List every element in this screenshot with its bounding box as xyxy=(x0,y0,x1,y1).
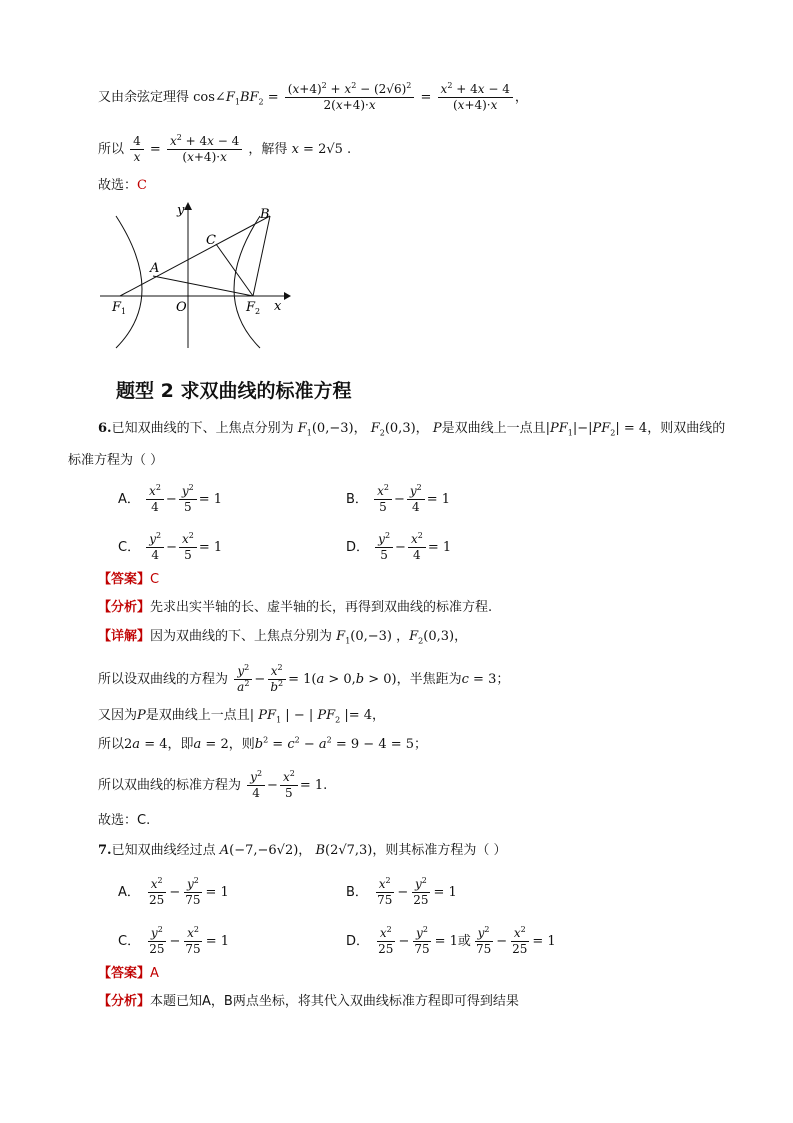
q6-detail-line1: 【详解】因为双曲线的下、上焦点分别为 $F_1(0,-3)$ ，$F_2(0,3)$， xyxy=(98,629,468,646)
line-b-f2 xyxy=(253,216,270,296)
q7-stem: 7.已知双曲线经过点 A(−7,−6√2)， B(2√7,3)，则其标准方程为（ ） xyxy=(98,843,507,858)
q6-stem-line2: 标准方程为（ ） xyxy=(68,453,164,468)
label-o: O xyxy=(176,300,187,315)
line-a-f2 xyxy=(153,276,253,296)
q7-option-d: D． $\frac{x^2}{25}$ − $\frac{y^2}{75}$ = 1或 $\frac{y^2}{75}$ − $\frac{x^2}{25}$ = 1 xyxy=(346,925,556,956)
q7-option-b: B． $\frac{x^2}{75}$ − $\frac{y^2}{25}$ = 1 xyxy=(346,876,457,907)
q7-answer: A xyxy=(150,966,159,981)
label-a: A xyxy=(150,261,160,276)
so-text: 所以 xyxy=(98,142,125,157)
option-a-label: A． xyxy=(118,492,140,507)
q7-option-d-label: D． xyxy=(346,934,370,949)
q6-detail-3a: 又因为 xyxy=(98,708,138,723)
q6-detail-4b: ，即 xyxy=(167,737,194,752)
q6-stem-b: 是双曲线上一点且 xyxy=(441,421,546,436)
q7-option-a-label: A． xyxy=(118,885,140,900)
label-c: C xyxy=(206,233,216,248)
q7-answer-line xyxy=(98,965,159,983)
q7-option-b-label: B． xyxy=(346,885,368,900)
q6-detail-line2: 所以设双曲线的方程为 $\frac{y^2}{a^2}$ − $\frac{x^2}{b^2}$ = 1(a > 0,b > 0)，半焦距为c = 3； xyxy=(98,663,510,694)
lhs-fraction: $\frac{4}{x}$ xyxy=(130,134,144,165)
cos-label: $\cos\angle F_1BF_2$ = xyxy=(193,90,279,107)
option-d-label: D． xyxy=(346,540,370,555)
hyperbola-figure xyxy=(98,198,298,353)
solve-text: ，解得 xyxy=(248,142,288,157)
q7-point-b: B(2√7,3) xyxy=(315,843,373,858)
cos-fraction-2: $\frac{x^2 + 4x - 4}{(x+4)\cdot x}$ xyxy=(438,82,513,113)
x-arrow xyxy=(284,292,291,300)
q7-option-a: A． $\frac{x^2}{25}$ − $\frac{y^2}{75}$ = 1 xyxy=(118,876,229,907)
q7-point-a: A(−7,−6√2) xyxy=(219,843,299,858)
left-branch xyxy=(116,216,142,348)
section-title: 题型 2 求双曲线的标准方程 xyxy=(116,380,352,402)
q7-analysis-tag: 【分析】 xyxy=(98,994,151,1009)
q6-option-b: B． $\frac{x^2}{5}$ − $\frac{y^2}{4}$ = 1 xyxy=(346,483,451,514)
answer-tag: 【答案】 xyxy=(98,572,151,587)
solve-line: 所以 $\frac{4}{x}$ = $\frac{x^2 + 4x - 4}{(x+4)\cdot x}$ ，解得 x = 2√5 . xyxy=(98,133,352,164)
q6-detail-4a: 所以 xyxy=(98,737,125,752)
or-text: 或 xyxy=(457,934,471,949)
q6-answer: C xyxy=(150,572,160,587)
q7-answer-tag: 【答案】 xyxy=(98,966,151,981)
q6-f1: $F_1(0,-3)$ xyxy=(297,421,354,438)
label-b: B xyxy=(260,207,270,222)
label-f2: $F_2$ xyxy=(246,300,261,316)
q6-number: 6. xyxy=(98,421,112,436)
q7-analysis-line xyxy=(98,993,519,1011)
q6-condition: $|PF_1|-|PF_2| = 4$ xyxy=(545,421,648,438)
q6-f2: $F_2(0,3)$ xyxy=(370,421,416,438)
q6-option-a: A． $\frac{x^2}{4}$ − $\frac{y^2}{5}$ = 1 xyxy=(118,483,222,514)
q6-analysis-line xyxy=(98,599,492,617)
q6-detail-1: 因为双曲线的下、上焦点分别为 xyxy=(150,629,333,644)
q6-detail-2a: 所以设双曲线的方程为 xyxy=(98,672,229,687)
option-b-label: B． xyxy=(346,492,368,507)
q6-option-d: D． $\frac{y^2}{5}$ − $\frac{x^2}{4}$ = 1 xyxy=(346,531,452,562)
q7-option-c: C． $\frac{y^2}{25}$ − $\frac{x^2}{75}$ = 1 xyxy=(118,925,229,956)
rhs-fraction: $\frac{x^2 + 4x - 4}{(x+4)\cdot x}$ xyxy=(167,134,242,165)
q7-stem-a: 已知双曲线经过点 xyxy=(111,843,216,858)
option-c-label: C． xyxy=(118,540,141,555)
y-arrow xyxy=(184,202,192,210)
label-x: x xyxy=(274,299,282,314)
q6-answer-line xyxy=(98,571,159,589)
label-f1: $F_1$ xyxy=(112,300,127,316)
q6-stem-line1: 6.已知双曲线的下、上焦点分别为 $F_1(0,-3)$， $F_2(0,3)$， P是双曲线上一点且$|PF_1|-|PF_2| = 4$，则双曲线的 xyxy=(98,421,726,438)
q6-detail-2b: ，半焦距为 xyxy=(396,672,462,687)
q7-number: 7. xyxy=(98,843,112,858)
cosine-law-line: 又由余弦定理得 $\cos\angle F_1BF_2$ = $\frac{(x+4)^2 + x^2 - (2√6)^2}{2(x+4)\cdot x}$ = $\frac{x^2 + 4x - 4}{(x+4)\cdot x}$ ， xyxy=(98,81,528,112)
q6-option-c: C． $\frac{y^2}{4}$ − $\frac{x^2}{5}$ = 1 xyxy=(118,531,223,562)
label-y: y xyxy=(177,203,185,218)
q6-detail-5: 所以双曲线的标准方程为 xyxy=(98,778,242,793)
solve-value: x = 2√5 . xyxy=(291,142,352,157)
analysis-tag: 【分析】 xyxy=(98,600,151,615)
choose-label: 故选： xyxy=(98,178,138,193)
q6-detail-4c: ，则 xyxy=(228,737,255,752)
q6-detail-line3: 又因为P是双曲线上一点且| $PF_1$ | − | $PF_2$ |= 4， xyxy=(98,708,386,725)
q6-stem-a: 已知双曲线的下、上焦点分别为 xyxy=(111,421,294,436)
intro-text: 又由余弦定理得 xyxy=(98,90,190,105)
q6-stem-c: ，则双曲线的 xyxy=(647,421,726,436)
q6-detail-3b: 是双曲线上一点且 xyxy=(145,708,250,723)
cos-fraction-1: $\frac{(x+4)^2 + x^2 - (2√6)^2}{2(x+4)\cdot x}$ xyxy=(285,82,415,113)
q6-detail-line4: 所以2a = 4，即a = 2，则$b^2 = c^2 - a^2 = 9 - 4 = 5$； xyxy=(98,735,428,752)
q6-detail-line5: 所以双曲线的标准方程为 $\frac{y^2}{4}$ − $\frac{x^2}{5}$ = 1. xyxy=(98,769,328,800)
prev-answer: C xyxy=(137,178,147,193)
q7-stem-b: ，则其标准方程为（ ） xyxy=(372,843,507,858)
detail-tag: 【详解】 xyxy=(98,629,151,644)
choose-line xyxy=(98,177,147,195)
q7-option-c-label: C． xyxy=(118,934,141,949)
q6-choose-line: 故选：C. xyxy=(98,813,151,828)
q7-analysis: 本题已知A，B两点坐标，将其代入双曲线标准方程即可得到结果 xyxy=(150,994,519,1009)
q6-analysis: 先求出实半轴的长、虚半轴的长，再得到双曲线的标准方程. xyxy=(150,600,493,615)
